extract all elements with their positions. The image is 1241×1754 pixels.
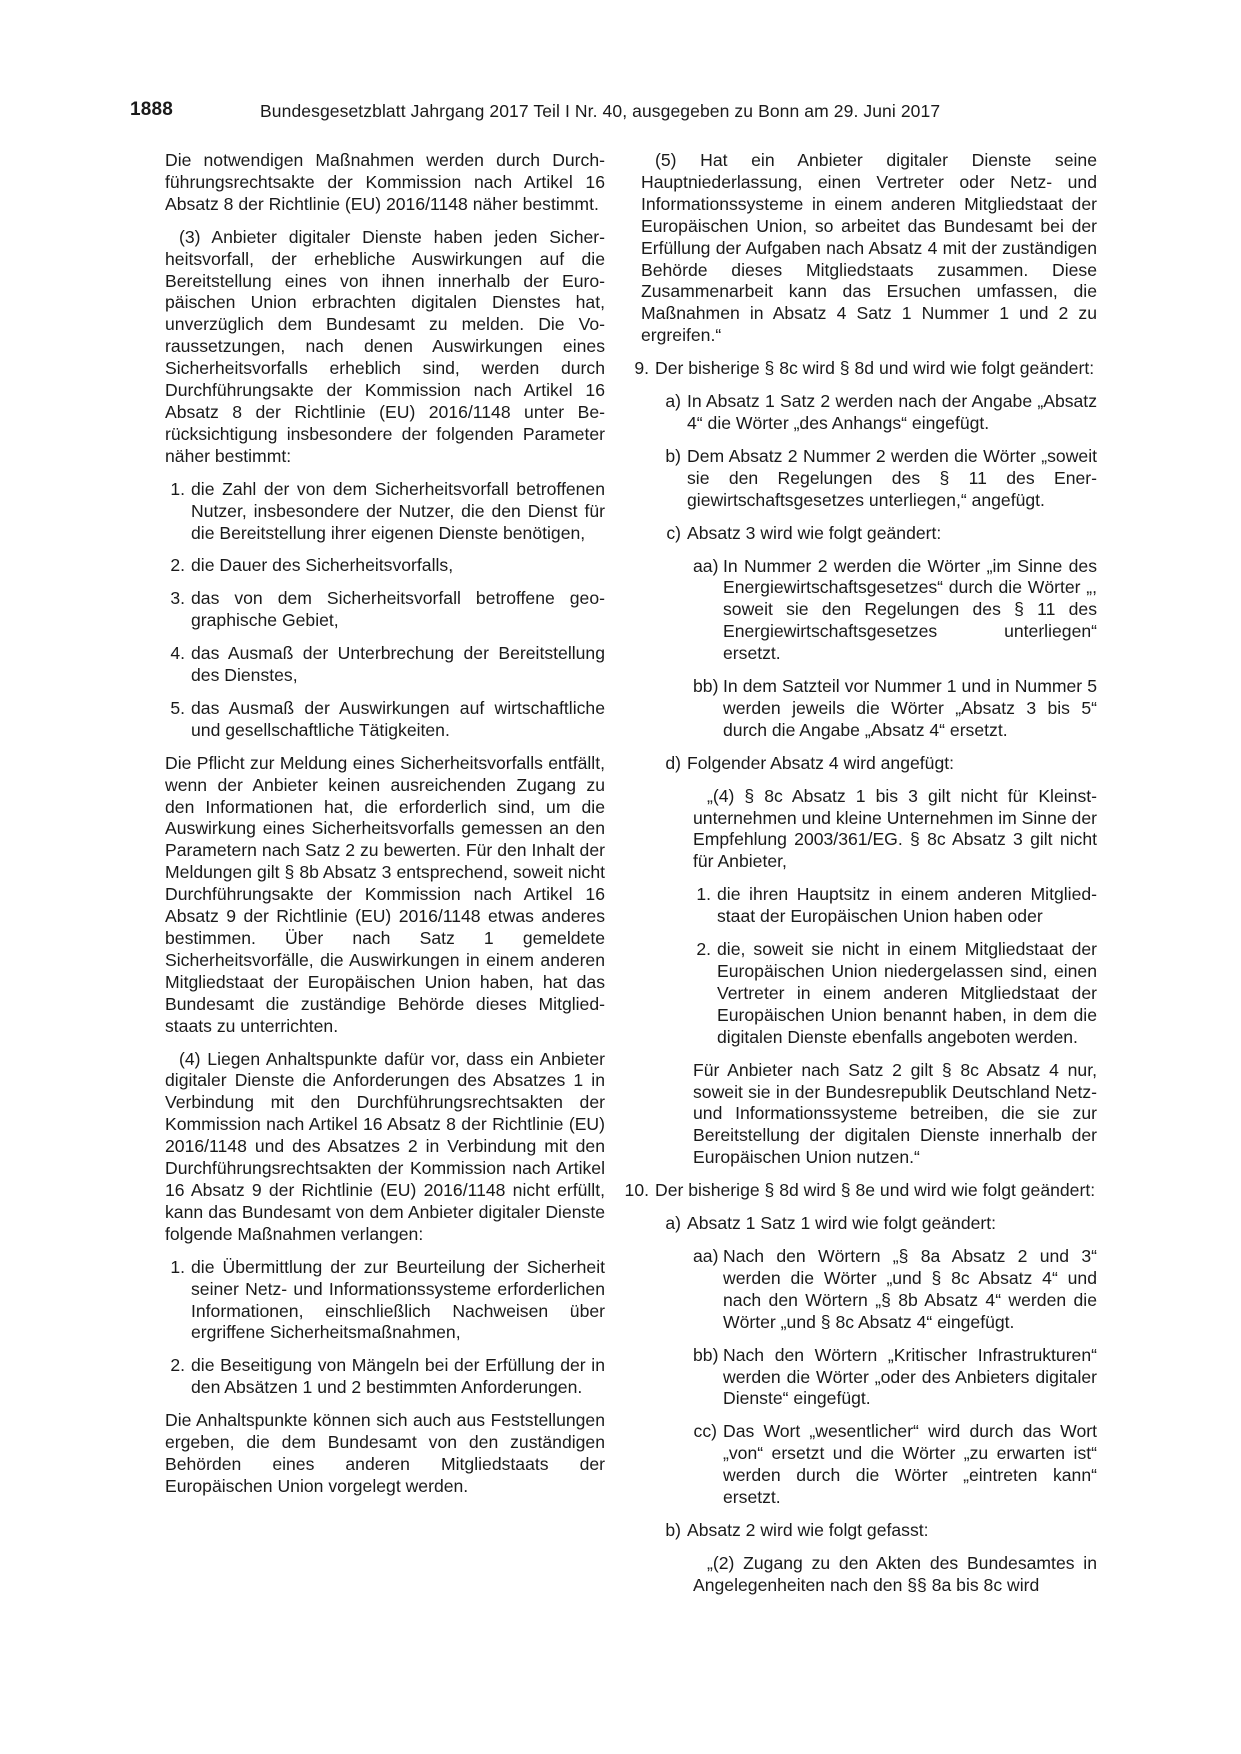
item-letter: bb) — [693, 1344, 719, 1365]
list-number: 3. — [170, 588, 185, 609]
quoted-list-item — [693, 884, 1097, 928]
list-item — [165, 555, 605, 577]
item-letter: a) — [665, 391, 681, 412]
amendment-item-9b — [663, 446, 1097, 512]
item-letter: b) — [665, 445, 681, 466]
item-text: Das Wort „wesentlicher“ wird durch das Wort „von“ ersetzt und die Wörter „zu erwarten ist“ werden durch die Wörter „eintreten kann“ ersetzt. — [723, 1421, 1097, 1508]
right-column — [624, 150, 1097, 1608]
paragraph: Die Pflicht zur Meldung eines Sicherheitsvorfalls entfällt, wenn der Anbieter keinen ausreichenden Zugang zu den Informationen hat, die erforderlich sind, um die Auswirkung eines Sicherheitsvorfalls gemessen an den Parametern nach Satz 2 zu bewerten. Für den Inhalt der Meldungen gilt § 8b Absatz 3 entsprechend, soweit nicht Durchführungsakte der Kommission nach Artikel 16 Absatz 9 der Richtlinie (EU) 2016/1148 etwas anderes bestimmen. Über nach Satz 1 gemeldete Sicherheitsvorfälle, die Auswirkungen in einem anderen Mitgliedstaat der Europäischen Union haben, hat das Bundesamt die zuständige Behörde dieses Mitgliedstaats zu unterrichten. — [165, 752, 605, 1036]
running-header: Bundesgesetzblatt Jahrgang 2017 Teil I Nr. 40, ausgegeben zu Bonn am 29. Juni 2017 — [260, 101, 941, 121]
paragraph: Die Anhaltspunkte können sich auch aus Feststellungen ergeben, die dem Bundesamt von den zuständigen Behörden eines anderen Mitgliedstaats der Europäischen Union vorgelegt werden. — [165, 1410, 605, 1496]
list-text: das Ausmaß der Unterbrechung der Bereitstellung des Dienstes, — [191, 643, 605, 686]
item-text: Der bisherige § 8c wird § 8d und wird wie folgt geändert: — [655, 358, 1095, 379]
item-number: 10. — [624, 1180, 649, 1201]
amendment-item-9c-bb — [693, 676, 1097, 742]
item-text: In dem Satzteil vor Nummer 1 und in Nummer 5 werden jeweils die Wörter „Absatz 3 bis 5“ durch die Angabe „Absatz 4“ ersetzt. — [723, 676, 1097, 740]
amendment-item-10b — [663, 1520, 1097, 1542]
item-text: Dem Absatz 2 Nummer 2 werden die Wörter „soweit sie den Regelungen des § 11 des Energiewirtschaftsgesetzes unterliegen,“ angefügt. — [687, 445, 1097, 510]
list-number: 1. — [170, 478, 185, 499]
paragraph-3: (3) Anbieter digitaler Dienste haben jeden Sicherheitsvorfall, der erhebliche Auswirkungen auf die Bereitstellung eines von ihnen innerhalb der Europäischen Union erbrachten digitalen Dienstes hat, unverzüglich dem Bundesamt zu melden. Die Voraussetzungen, nach denen Auswirkungen eines Sicherheitsvorfalls erheblich sind, werden durch Durchführungsakte der Kommission nach Artikel 16 Absatz 8 der Richtlinie (EU) 2016/1148 unter Berücksichtigung insbesondere der folgenden Parameter näher bestimmt: — [165, 226, 605, 466]
item-text: Absatz 1 Satz 1 wird wie folgt geändert: — [687, 1213, 997, 1234]
item-letter: bb) — [693, 676, 719, 697]
list-text: die Dauer des Sicherheitsvorfalls, — [191, 555, 454, 576]
quoted-paragraph: Für Anbieter nach Satz 2 gilt § 8c Absatz 4 nur, soweit sie in der Bundesrepublik Deutschland Netz- und Informationssysteme betreiben, die sie zur Bereitstellung der digitalen Dienste innerhalb der Europäischen Union nutzen.“ — [693, 1059, 1097, 1168]
item-letter: aa) — [693, 1245, 719, 1266]
list-text: die, soweit sie nicht in einem Mitgliedstaat der Europäischen Union niedergelassen sind, einen Vertreter in einem anderen Mitgliedstaat der Europäischen Union benannt haben, in dem die digitalen Dienste ebenfalls angeboten werden. — [717, 939, 1097, 1047]
amendment-item-9a — [663, 391, 1097, 435]
amendment-item-9c — [663, 523, 1097, 545]
paragraph: Die notwendigen Maßnahmen werden durch Durchführungsrechtsakte der Kommission nach Artikel 16 Absatz 8 der Richtlinie (EU) 2016/1148 näher bestimmt. — [165, 150, 605, 214]
amendment-item-10a-bb — [693, 1345, 1097, 1411]
item-text: In Nummer 2 werden die Wörter „im Sinne des Energiewirtschaftsgesetzes“ durch die Wörter „, soweit sie den Regelungen des § 11 des Energiewirtschaftsgesetzes unterliegen“ ersetzt. — [723, 555, 1097, 664]
left-column — [165, 150, 605, 1509]
quoted-list-item — [693, 939, 1097, 1049]
item-letter: c) — [666, 522, 681, 543]
list-number: 4. — [170, 643, 185, 664]
list-number: 1. — [696, 884, 711, 905]
item-text: In Absatz 1 Satz 2 werden nach der Angabe „Absatz 4“ die Wörter „des Anhangs“ eingefügt. — [687, 391, 1097, 433]
paragraph-5: (5) Hat ein Anbieter digitaler Dienste seine Hauptniederlassung, einen Vertreter oder Netz- und Informationssysteme in einem anderen Mitgliedstaat der Europäischen Union, so arbeitet das Bundesamt bei der Erfüllung der Aufgaben nach Absatz 4 mit der zuständigen Behörde dieses Mitgliedstaats zusammen. Diese Zusammenarbeit kann das Ersuchen umfassen, die Maßnahmen in Absatz 4 Satz 1 Nummer 1 und 2 zu ergreifen.“ — [641, 150, 1097, 346]
amendment-item-9d — [663, 753, 1097, 775]
item-letter: aa) — [693, 555, 719, 576]
quoted-paragraph: „(4) § 8c Absatz 1 bis 3 gilt nicht für Kleinstunternehmen und kleine Unternehmen im Sinne der Empfehlung 2003/361/EG. § 8c Absatz 3 gilt nicht für Anbieter, — [693, 785, 1097, 872]
list-item — [165, 479, 605, 545]
list-item — [165, 643, 605, 687]
list-item — [165, 1257, 605, 1345]
list-text: das Ausmaß der Auswirkungen auf wirtschaftliche und gesellschaftliche Tätigkeiten. — [191, 697, 605, 740]
paragraph-4: (4) Liegen Anhaltspunkte dafür vor, dass ein Anbieter digitaler Dienste die Anforderungen des Absatzes 1 in Verbindung mit den Durchführungsrechtsakten der Kommission nach Artikel 16 Absatz 8 der Richtlinie (EU) 2016/1148 und des Absatzes 2 in Verbindung mit den Durchführungsrechtsakten der Kommission nach Artikel 16 Absatz 9 der Richtlinie (EU) 2016/1148 nicht erfüllt, kann das Bundesamt von dem Anbieter digitaler Dienste folgende Maßnahmen verlangen: — [165, 1048, 605, 1244]
list-item — [165, 588, 605, 632]
list-number: 2. — [170, 555, 185, 576]
amendment-item-10a-aa — [693, 1246, 1097, 1334]
item-text: Nach den Wörtern „§ 8a Absatz 2 und 3“ werden die Wörter „und § 8c Absatz 4“ und nach den Wörtern „§ 8b Absatz 4“ werden die Wörter „und § 8c Absatz 4“ eingefügt. — [723, 1245, 1097, 1332]
amendment-item-10a — [663, 1213, 1097, 1235]
item-letter: b) — [665, 1519, 681, 1540]
item-number: 9. — [634, 358, 649, 379]
item-letter: a) — [665, 1213, 681, 1234]
list-number: 2. — [696, 939, 711, 960]
item-text: Folgender Absatz 4 wird angefügt: — [687, 752, 955, 773]
amendment-item-9c-aa — [693, 556, 1097, 666]
list-text: die Zahl der von dem Sicherheitsvorfall betroffenen Nutzer, insbesondere der Nutzer, die den Dienst für die Bereitstellung ihrer eigenen Dienste benötigen, — [191, 478, 605, 543]
item-text: Nach den Wörtern „Kritischer Infrastrukturen“ werden die Wörter „oder des Anbieters digitaler Dienste“ eingefügt. — [723, 1344, 1097, 1409]
list-number: 5. — [170, 697, 185, 718]
list-number: 1. — [170, 1256, 185, 1277]
list-text: die Beseitigung von Mängeln bei der Erfüllung der in den Absätzen 1 und 2 bestimmten Anforderungen. — [191, 1355, 605, 1398]
item-letter: d) — [665, 752, 681, 773]
page-number: 1888 — [130, 99, 174, 120]
list-item — [165, 698, 605, 742]
amendment-item-10a-cc — [693, 1421, 1097, 1509]
list-text: die ihren Hauptsitz in einem anderen Mitgliedstaat der Europäischen Union haben oder — [717, 884, 1097, 927]
item-text: Absatz 3 wird wie folgt geändert: — [687, 522, 942, 543]
amendment-item-10 — [624, 1180, 1097, 1202]
item-text: Absatz 2 wird wie folgt gefasst: — [687, 1519, 929, 1540]
list-item — [165, 1355, 605, 1399]
amendment-item-9 — [627, 358, 1097, 380]
item-letter: cc) — [693, 1421, 717, 1442]
list-number: 2. — [170, 1355, 185, 1376]
list-text: die Übermittlung der zur Beurteilung der Sicherheit seiner Netz- und Informationssysteme erforderlichen Informationen, einschließlich Nachweisen über ergriffene Sicherheitsmaßnahmen, — [191, 1256, 605, 1343]
quoted-paragraph: „(2) Zugang zu den Akten des Bundesamtes in Angelegenheiten nach den §§ 8a bis 8c wird — [693, 1552, 1097, 1595]
item-text: Der bisherige § 8d wird § 8e und wird wie folgt geändert: — [655, 1180, 1096, 1201]
list-text: das von dem Sicherheitsvorfall betroffene geographische Gebiet, — [191, 588, 605, 631]
